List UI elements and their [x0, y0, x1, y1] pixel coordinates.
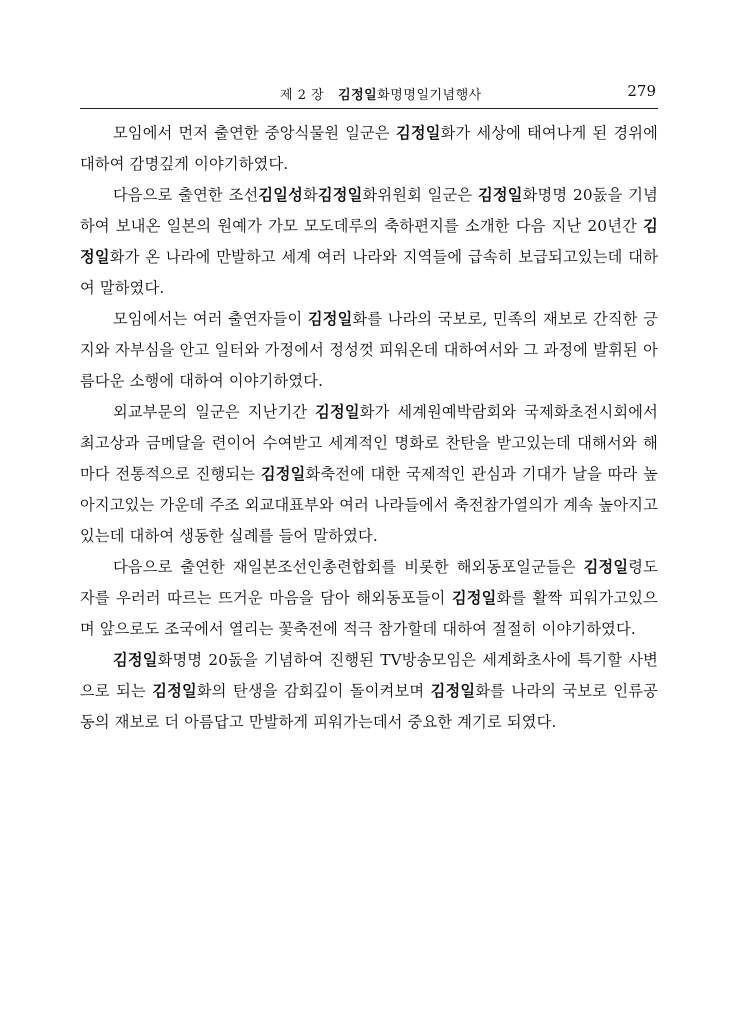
paragraph [80, 304, 658, 397]
text-run: 화를 나라의 국보로 인류공동의 재보로 더 아름답고 만발하게 피워가는데서 중요한 계기로 되였다. [80, 682, 659, 731]
text-run: 령도자를 우러러 따르는 뜨거운 마음을 담아 해외동포들이 [80, 558, 658, 607]
bold-name: 김정일 [152, 682, 197, 700]
bold-name: 김정일 [451, 589, 497, 607]
text-run: 다음으로 출연한 조선 [113, 186, 259, 204]
text-run: 화를 활짝 피워가고있으며 앞으로도 조국에서 열리는 꽃축전에 적극 참가할데 대하여 절절히 이야기하였다. [80, 589, 658, 638]
body-text [80, 118, 658, 738]
paragraph [80, 180, 658, 304]
chapter-title-rest: 화명명일기념행사 [377, 88, 482, 103]
text-run: 모임에서는 여러 출연자들이 [113, 310, 308, 328]
paragraph [80, 645, 658, 738]
chapter-title-bold: 김정일 [338, 88, 378, 103]
text-run: 화가 세계원예박람회와 국제화초전시회에서 최고상과 금메달을 련이어 수여받고 세계적인 명화로 찬탄을 받고있는데 대해서와 해마다 전통적으로 진행되는 [80, 403, 658, 483]
paragraph [80, 118, 658, 180]
bold-name: 김정일 [307, 310, 353, 328]
bold-name: 김정일 [80, 217, 658, 266]
text-run: 모임에서 먼저 출연한 중앙식물원 일군은 [113, 124, 396, 142]
bold-name: 김정일 [260, 465, 306, 483]
bold-name: 김정일 [315, 403, 360, 421]
text-run: 화가 세상에 태여나게 된 경위에 대하여 감명깊게 이야기하였다. [80, 124, 659, 173]
bold-name: 김정일 [113, 651, 158, 669]
text-run: 화를 나라의 국보로, 민족의 재보로 간직한 긍지와 자부심을 안고 일터와 가정에서 정성껏 피워온데 대하여서와 그 과정에 발휘된 아름다운 소행에 대하여 이야기하였다. [80, 310, 658, 390]
text-run: 다음으로 출연한 재일본조선인총련합회를 비롯한 해외동포일군들은 [113, 558, 584, 576]
bold-name: 김정일 [430, 682, 476, 700]
bold-name: 김정일 [478, 186, 523, 204]
chapter-label: 제 2 장 [280, 88, 325, 103]
text-run: 화 [302, 186, 318, 204]
paragraph [80, 397, 658, 552]
running-header [80, 80, 658, 109]
paragraph [80, 552, 658, 645]
bold-name: 김정일 [395, 124, 441, 142]
text-run: 화위원회 일군은 [362, 186, 479, 204]
bold-name: 김정일 [583, 558, 629, 576]
text-run: 화가 온 나라에 만발하고 세계 여러 나라와 지역들에 급속히 보급되고있는데 대하여 말하였다. [80, 248, 658, 297]
text-run: 화명명 20돐을 기념하여 보내온 일본의 원예가 가모 모도데루의 축하편지를 소개한 다음 지난 20년간 [80, 186, 658, 235]
text-run: 화명명 20돐을 기념하여 진행된 TV방송모임은 세계화초사에 특기할 사변으로 되는 [80, 651, 658, 700]
page-number: 279 [627, 82, 656, 100]
text-run: 화축전에 대한 국제적인 관심과 기대가 날을 따라 높아지고있는 가운데 주조 외교대표부와 여러 나라들에서 축전참가열의가 계속 높아지고있는데 대하여 생동한 실례를 들어 말하였다. [80, 465, 658, 545]
chapter-title [280, 84, 482, 103]
text-run: 외교부문의 일군은 지난기간 [113, 403, 316, 421]
text-run: 화의 탄생을 감회깊이 돌이켜보며 [196, 682, 431, 700]
bold-name: 김일성 [258, 186, 303, 204]
bold-name: 김정일 [317, 186, 363, 204]
